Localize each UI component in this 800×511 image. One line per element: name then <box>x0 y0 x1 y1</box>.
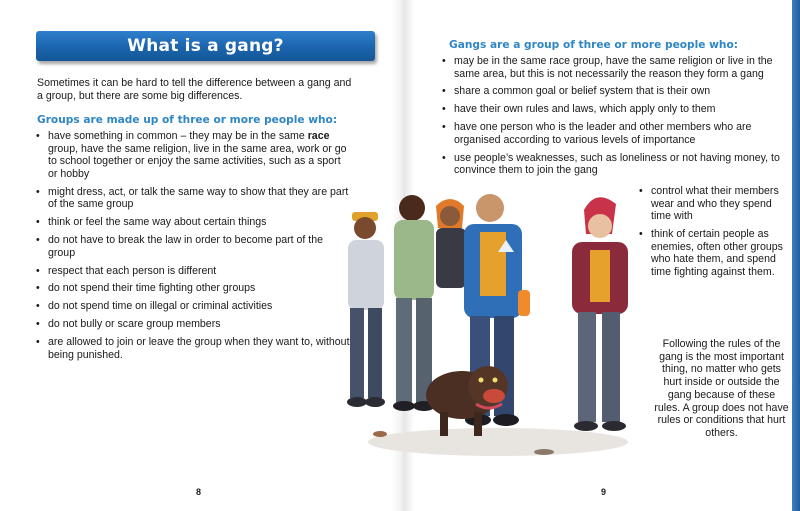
list-item-text: might dress, act, or talk the same way to show that they are part of the same group <box>48 185 349 211</box>
list-item-text: do not spend their time fighting other groups <box>48 282 256 295</box>
list-item-text: do not spend time on illegal or criminal activities <box>48 300 273 313</box>
gangs-list-item: • may be in the same race group, have the same religion or live in the same area, but this is not necessarily the reason they form a gang <box>441 55 786 80</box>
figure-girl-back <box>436 199 466 288</box>
dog-figure <box>426 366 508 436</box>
closing-paragraph: Following the rules of the gang is the most important thing, no matter who gets hurt inside or outside the gang because of these rules. A group does not have rules or conditions that hurt others. <box>654 338 789 439</box>
title-banner <box>36 31 375 61</box>
list-item-emphasis: race <box>307 130 330 142</box>
gangs-list-item: • have their own rules and laws, which apply only to them <box>441 103 786 116</box>
list-item-text: are allowed to join or leave the group when they want to, without being punished. <box>48 336 350 361</box>
list-item-text: do not bully or scare group members <box>48 318 221 331</box>
figure-right-girl <box>572 197 628 431</box>
side-tab <box>792 0 800 511</box>
gangs-list-item: • have one person who is the leader and other members who are organised according to various levels of importance <box>441 121 786 146</box>
list-item-text: do not have to break the law in order to become part of the group <box>48 234 324 259</box>
figure-left-boy <box>347 212 385 407</box>
groups-list-item <box>35 216 353 229</box>
gangs-heading: Gangs are a group of three or more people who: <box>449 39 738 51</box>
gangs-list-item: • control what their members wear and who they spend time with <box>638 185 788 223</box>
page-number-right: 9 <box>601 487 607 497</box>
groups-list-item <box>35 336 353 361</box>
groups-list-item <box>35 186 353 211</box>
gangs-list-item: • think of certain people as enemies, often other groups who hate them, and spend time fighting against them. <box>638 228 788 278</box>
list-item-text: group, have the same religion, live in the same area, work or go to school together or enjoy the same activities, such as a sport or hobby <box>48 142 347 180</box>
groups-list-item <box>35 318 353 331</box>
groups-list-item <box>35 300 353 313</box>
figure-boy-green <box>393 195 435 411</box>
intro-paragraph: Sometimes it can be hard to tell the difference between a gang and a group, but there are some big differences. <box>37 77 352 103</box>
page-number-left: 8 <box>196 487 202 497</box>
groups-list-item <box>35 265 353 278</box>
groups-list-item <box>35 130 353 180</box>
list-item-text: respect that each person is different <box>48 264 217 277</box>
list-item-text: have something in common – they may be in the same <box>48 130 308 142</box>
groups-list-item <box>35 282 353 295</box>
groups-list <box>35 130 353 367</box>
groups-heading: Groups are made up of three or more people who: <box>37 114 338 126</box>
page-title: What is a gang? <box>127 36 284 56</box>
gangs-list-item: • use people’s weaknesses, such as loneliness or not having money, to convince them to join the gang <box>441 152 786 177</box>
list-item-text: think or feel the same way about certain things <box>48 216 267 229</box>
gangs-list-item: • share a common goal or belief system that is their own <box>441 85 786 98</box>
groups-list-item <box>35 234 353 259</box>
gang-illustration <box>338 180 668 505</box>
gangs-list <box>441 55 786 182</box>
